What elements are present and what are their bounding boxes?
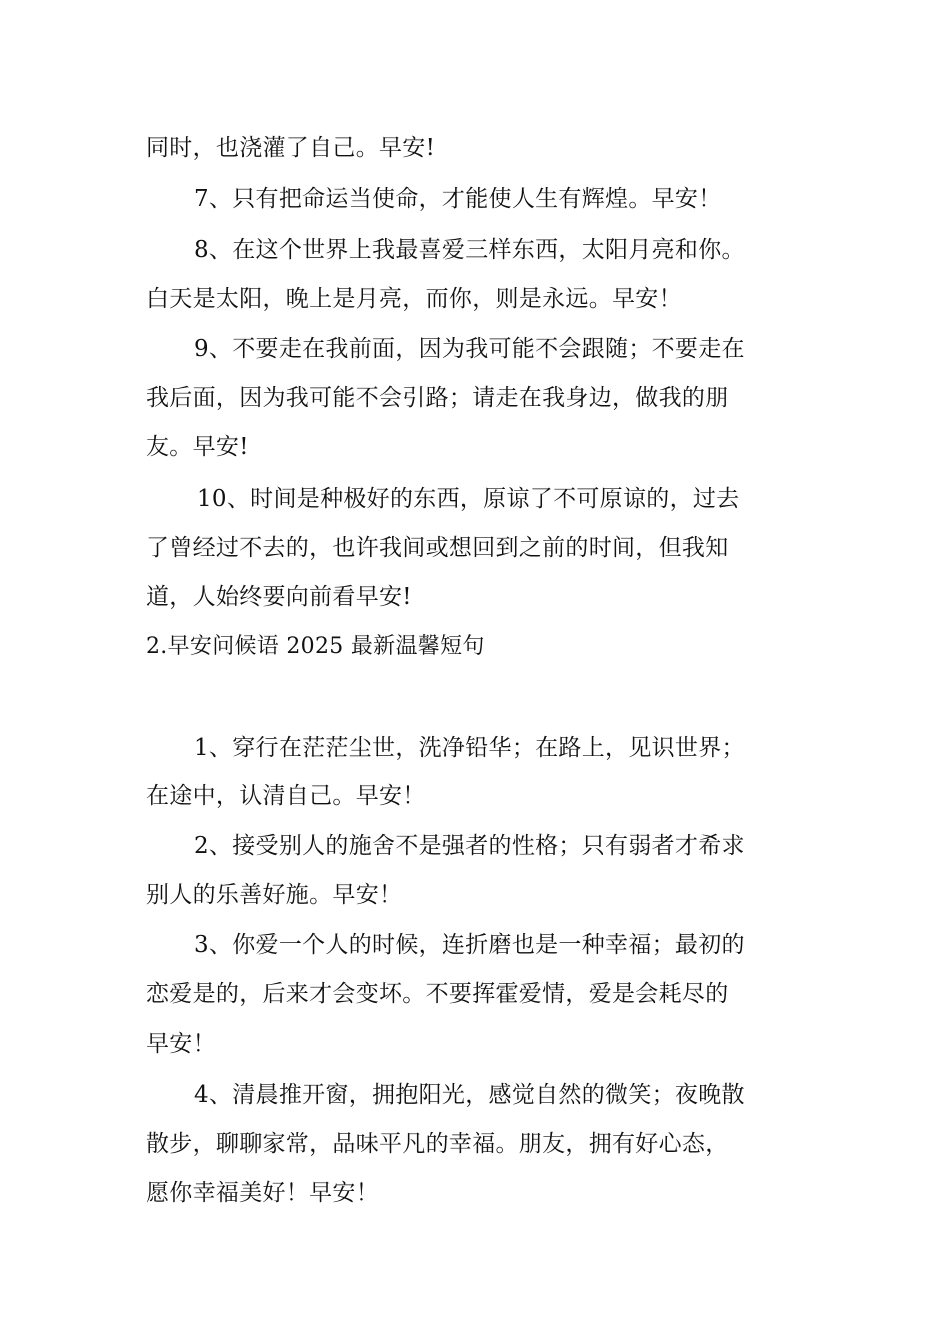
paragraph-line: 愿你幸福美好！早安！ (146, 1180, 379, 1206)
paragraph-line: 2、接受别人的施舍不是强者的性格；只有弱者才希求 (194, 833, 745, 859)
paragraph-line: 4、清晨推开窗，拥抱阳光，感觉自然的微笑；夜晚散 (194, 1082, 745, 1108)
paragraph-line: 10、时间是种极好的东西，原谅了不可原谅的，过去 (197, 486, 740, 512)
paragraph-line: 别人的乐善好施。早安！ (146, 882, 403, 908)
paragraph-line: 在途中，认清自己。早安！ (146, 783, 426, 809)
paragraph-line: 友。早安! (146, 434, 249, 460)
paragraph-line: 了曾经过不去的，也许我间或想回到之前的时间，但我知 (146, 535, 729, 561)
section-heading: 2.早安问候语 2025 最新温馨短句 (146, 634, 485, 659)
paragraph-line: 道，人始终要向前看早安! (146, 584, 412, 610)
paragraph-line: 早安！ (146, 1031, 216, 1057)
paragraph-line: 我后面，因为我可能不会引路；请走在我身边，做我的朋 (146, 385, 729, 411)
paragraph-line: 恋爱是的，后来才会变坏。不要挥霍爱情，爱是会耗尽的 (146, 981, 729, 1007)
paragraph-line: 9、不要走在我前面，因为我可能不会跟随；不要走在 (194, 336, 745, 362)
paragraph-line: 3、你爱一个人的时候，连折磨也是一种幸福；最初的 (194, 932, 745, 958)
paragraph-line: 8、在这个世界上我最喜爱三样东西，太阳月亮和你。 (194, 237, 745, 263)
paragraph-line: 散步，聊聊家常，品味平凡的幸福。朋友，拥有好心态， (146, 1131, 729, 1157)
paragraph-line: 1、穿行在茫茫尘世，洗净铅华；在路上，见识世界； (194, 735, 745, 761)
paragraph-line: 同时，也浇灌了自己。早安! (146, 135, 436, 161)
paragraph-line: 白天是太阳，晚上是月亮，而你，则是永远。早安！ (146, 286, 682, 312)
paragraph-line: 7、只有把命运当使命，才能使人生有辉煌。早安！ (194, 186, 722, 212)
